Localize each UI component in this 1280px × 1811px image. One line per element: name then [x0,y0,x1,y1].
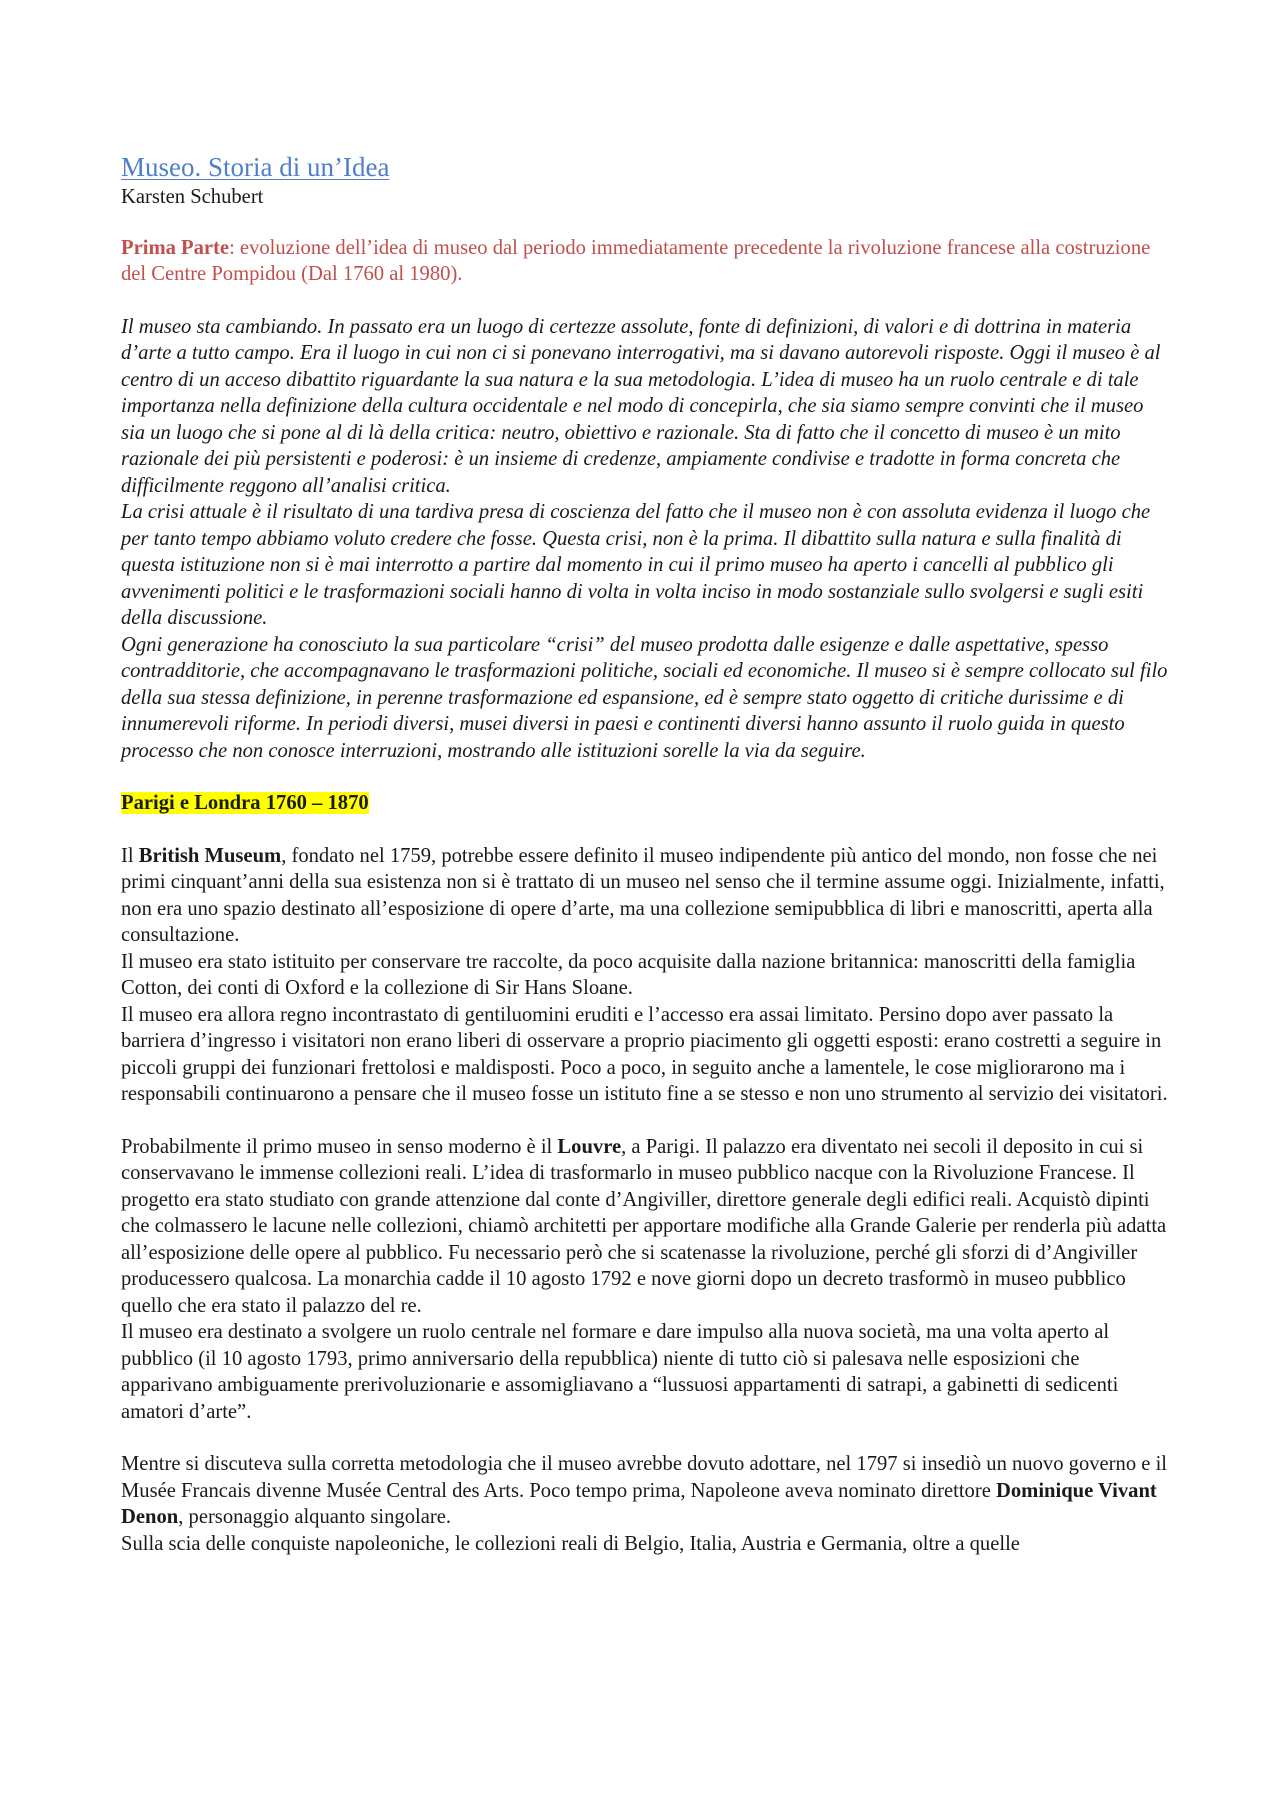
bold-term-british-museum: British Museum [138,844,282,867]
intro-paragraph [121,235,1171,288]
italic-paragraph: La crisi attuale è il risultato di una tardiva presa di coscienza del fatto che il museo non è con assoluta evidenza il luogo che per tanto tempo abbiamo voluto credere che fosse. Questa crisi, non è la prima. Il dibattito sulla natura e sulla finalità di questa istituzione non si è mai interrotto a partire dal momento in cui il primo museo ha aperto i cancelli al pubblico gli avvenimenti politici e le trasformazioni sociali hanno di volta in volta inciso in modo sostanziale sullo svolgersi e sugli esiti della discussione. [121,501,1151,629]
body-paragraph: Il museo era allora regno incontrastato di gentiluomini eruditi e l’accesso era assai limitato. Persino dopo aver passato la barriera d’ingresso i visitatori non erano liberi di osservare a proprio piacimento gli oggetti esposti: erano costretti a seguire in piccoli gruppi dei funzionari frettolosi e maldisposti. Poco a poco, in seguito anche a lamentele, le cose migliorarono ma i responsabili continuarono a pensare che il museo fosse un istituto fine a se stesso e non uno strumento al servizio dei visitatori. [121,1003,1168,1105]
author-name: Karsten Schubert [121,186,264,208]
text-run: , personaggio alquanto singolare. [178,1506,452,1528]
section-heading [121,790,1171,817]
body-paragraph [121,1134,1171,1320]
section-heading-highlight: Parigi e Londra 1760 – 1870 [121,792,369,814]
british-museum-block [121,843,1171,1108]
italic-paragraph: Il museo sta cambiando. In passato era un luogo di certezze assolute, fonte di definizioni, di valori e di dottrina in materia d’arte a tutto campo. Era il luogo in cui non ci si ponevano interrogativi, ma si davano autorevoli risposte. Oggi il museo è al centro di un acceso dibattito riguardante la sua natura e la sua metodologia. L’idea di museo ha un ruolo centrale e di tale importanza nella definizione della cultura occidentale e nel modo di concepirla, che sia siamo sempre convinti che il museo sia un luogo che si pone al di là della critica: neutro, obiettivo e razionale. Sta di fatto che il concetto di museo è un mito razionale dei più persistenti e poderosi: è un insieme di credenze, ampiamente condivise e tradotte in forma concreta che difficilmente reggono all’analisi critica. [121,315,1161,497]
text-run: Probabilmente il primo museo in senso moderno è il [121,1135,558,1158]
text-run: , fondato nel 1759, potrebbe essere definito il museo indipendente più antico del mondo, non fosse che nei primi cinquant’anni della sua esistenza non si è trattato di un museo nel senso che il termine assume oggi. Inizialmente, infatti, non era uno spazio destinato all’esposizione di opere d’arte, ma una collezione semipubblica di libri e manoscritti, aperta alla consultazione. [121,844,1165,946]
italic-paragraph: Ogni generazione ha conosciuto la sua particolare “crisi” del museo prodotta dalle esigenze e dalle aspettative, spesso contradditorie, che accompagnavano le trasformazioni politiche, sociali ed economiche. Il museo si è sempre collocato sul filo della sua stessa definizione, in perenne trasformazione ed espansione, ed è sempre stato oggetto di critiche durissime e di innumerevoli riforme. In periodi diversi, musei diversi in paesi e continenti diversi hanno assunto il ruolo guida in questo processo che non conosce interruzioni, mostrando alle istituzioni sorelle la via da seguire. [121,633,1168,762]
body-paragraph: Il museo era stato istituito per conservare tre raccolte, da poco acquisite dalla nazione britannica: manoscritti della famiglia Cotton, dei conti di Oxford e la collezione di Sir Hans Sloane. [121,950,1136,999]
bold-term-denon: Dominique Vivant Denon [121,1479,1157,1528]
italic-intro-block [121,314,1171,765]
bold-term-louvre: Louvre [557,1135,622,1158]
denon-block [121,1451,1171,1557]
body-paragraph [121,843,1171,949]
intro-text: : evoluzione dell’idea di museo dal periodo immediatamente precedente la rivoluzione francese alla costruzione del Centre Pompidou (Dal 1760 al 1980). [121,236,1151,285]
louvre-block [121,1134,1171,1426]
body-paragraph: Il museo era destinato a svolgere un ruolo centrale nel formare e dare impulso alla nuova società, ma una volta aperto al pubblico (il 10 agosto 1793, primo anniversario della repubblica) niente di tutto ciò si palesava nelle esposizioni che apparivano ambiguamente prerivoluzionarie e assomigliavano a “lussuosi appartamenti di satrapi, a gabinetti di sedicenti amatori d’arte”. [121,1321,1119,1423]
body-paragraph: Sulla scia delle conquiste napoleoniche, le collezioni reali di Belgio, Italia, Austria e Germania, oltre a quelle [121,1532,1020,1555]
document-page [121,150,1171,1557]
document-title-link[interactable]: Museo. Storia di un’Idea [121,152,390,182]
text-run: , a Parigi. Il palazzo era diventato nei secoli il deposito in cui si conservavano le immense collezioni reali. L’idea di trasformarlo in museo pubblico nacque con la Rivoluzione Francese. Il progetto era stato studiato con grande attenzione dal conte d’Angiviller, direttore generale degli edifici reali. Acquistò dipinti che colmassero le lacune nelle collezioni, chiamò architetti per apportare modifiche alla Grande Galerie per renderla più adatta all’esposizione delle opere al pubblico. Fu necessario però che si scatenasse la rivoluzione, perché gli sforzi di d’Angiviller producessero qualcosa. La monarchia cadde il 10 agosto 1792 e nove giorni dopo un decreto trasformò in museo pubblico quello che era stato il palazzo del re. [121,1135,1167,1317]
body-paragraph [121,1451,1171,1531]
intro-label: Prima Parte [121,236,230,259]
text-run: Mentre si discuteva sulla corretta metodologia che il museo avrebbe dovuto adottare, nel 1797 si insediò un nuovo governo e il Musée Francais divenne Musée Central des Arts. Poco tempo prima, Napoleone aveva nominato direttore [121,1453,1168,1502]
text-run: Il [121,844,139,867]
